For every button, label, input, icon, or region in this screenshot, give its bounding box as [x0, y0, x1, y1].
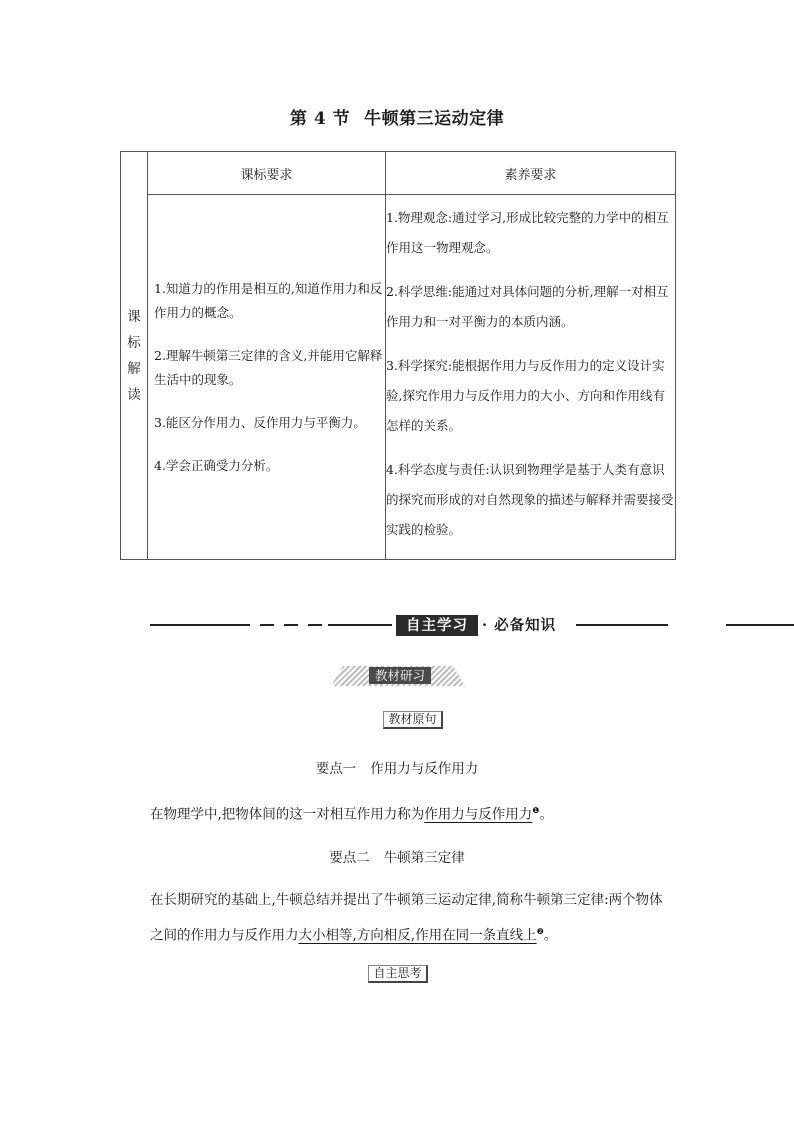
banner-rule-right [576, 624, 668, 626]
banner-sub-label: · 必备知识 [482, 617, 557, 634]
literacy-item: 4.科学态度与责任:认识到物理学是基于人类有意识的探究而形成的对自然现象的描述与解释并需要接受实践的检验。 [386, 462, 674, 537]
point-two-end: 。 [543, 927, 558, 944]
curriculum-item: 1.知道力的作用是相互的,知道作用力和反作用力的概念。 [154, 280, 383, 320]
point-one-label: 要点一 [315, 761, 357, 777]
point-one-heading [0, 757, 794, 777]
side-char: 解 [127, 360, 141, 377]
literacy-item: 1.物理观念:通过学习,形成比较完整的力学中的相互作用这一物理观念。 [386, 210, 669, 255]
section-banner [150, 612, 670, 638]
point-one-paragraph [150, 795, 670, 831]
point-two-text: 在长期研究的基础上,牛顿总结并提出了牛顿第三运动定律,简称牛顿第三定律:两个物体之间的作用力与反作用力 [150, 892, 663, 944]
footnote-mark-2: ❷ [536, 927, 544, 936]
point-one-underlined: 作用力与反作用力 [424, 806, 533, 823]
curriculum-item: 4.学会正确受力分析。 [154, 457, 279, 473]
side-char: 标 [127, 334, 141, 351]
banner-dash [284, 624, 299, 626]
textbook-source-tag: 教材原句 [383, 711, 443, 729]
self-thinking-tag: 自主思考 [368, 965, 428, 983]
banner-rule-far [726, 624, 794, 626]
curriculum-item: 2.理解牛顿第三定律的含义,并能用它解释生活中的现象。 [154, 347, 383, 387]
side-label [121, 152, 148, 560]
point-one-title: 作用力与反作用力 [370, 761, 479, 777]
header-curriculum-requirements: 课标要求 [148, 152, 386, 195]
point-one-end: 。 [539, 806, 553, 823]
curriculum-table [120, 151, 676, 560]
point-two-label: 要点二 [329, 850, 370, 866]
point-two-underlined: 大小相等,方向相反,作用在同一条直线上 [298, 927, 537, 944]
side-char: 课 [127, 308, 141, 325]
banner-rule-mid [328, 624, 392, 626]
header-literacy-requirements: 素养要求 [386, 152, 676, 195]
literacy-item: 2.科学思维:能通过对具体问题的分析,理解一对相互作用力和一对平衡力的本质内涵。 [386, 284, 669, 329]
curriculum-item: 3.能区分作用力、反作用力与平衡力。 [154, 414, 366, 430]
literacy-requirements-cell [386, 195, 676, 560]
textbook-study-ribbon [331, 666, 465, 686]
point-two-title: 牛顿第三定律 [383, 850, 465, 866]
side-char: 读 [127, 386, 141, 403]
footnote-mark-1: ❶ [532, 806, 540, 815]
page-title [0, 104, 794, 129]
ribbon-label: 教材研习 [369, 667, 431, 684]
curriculum-requirements-cell [148, 195, 386, 560]
point-two-heading [0, 846, 794, 866]
point-two-paragraph [150, 884, 670, 952]
banner-rule-left [150, 624, 250, 626]
section-name: 牛顿第三运动定律 [364, 109, 505, 129]
point-one-text: 在物理学中,把物体间的这一对相互作用力称为 [150, 806, 425, 823]
banner-dash [260, 624, 275, 626]
banner-dash [308, 624, 323, 626]
section-number: 第 4 节 [289, 109, 351, 129]
banner-box-label: 自主学习 [396, 615, 478, 636]
literacy-item: 3.科学探究:能根据作用力与反作用力的定义设计实验,探究作用力与反作用力的大小、方向和作用线有怎样的关系。 [386, 358, 665, 433]
